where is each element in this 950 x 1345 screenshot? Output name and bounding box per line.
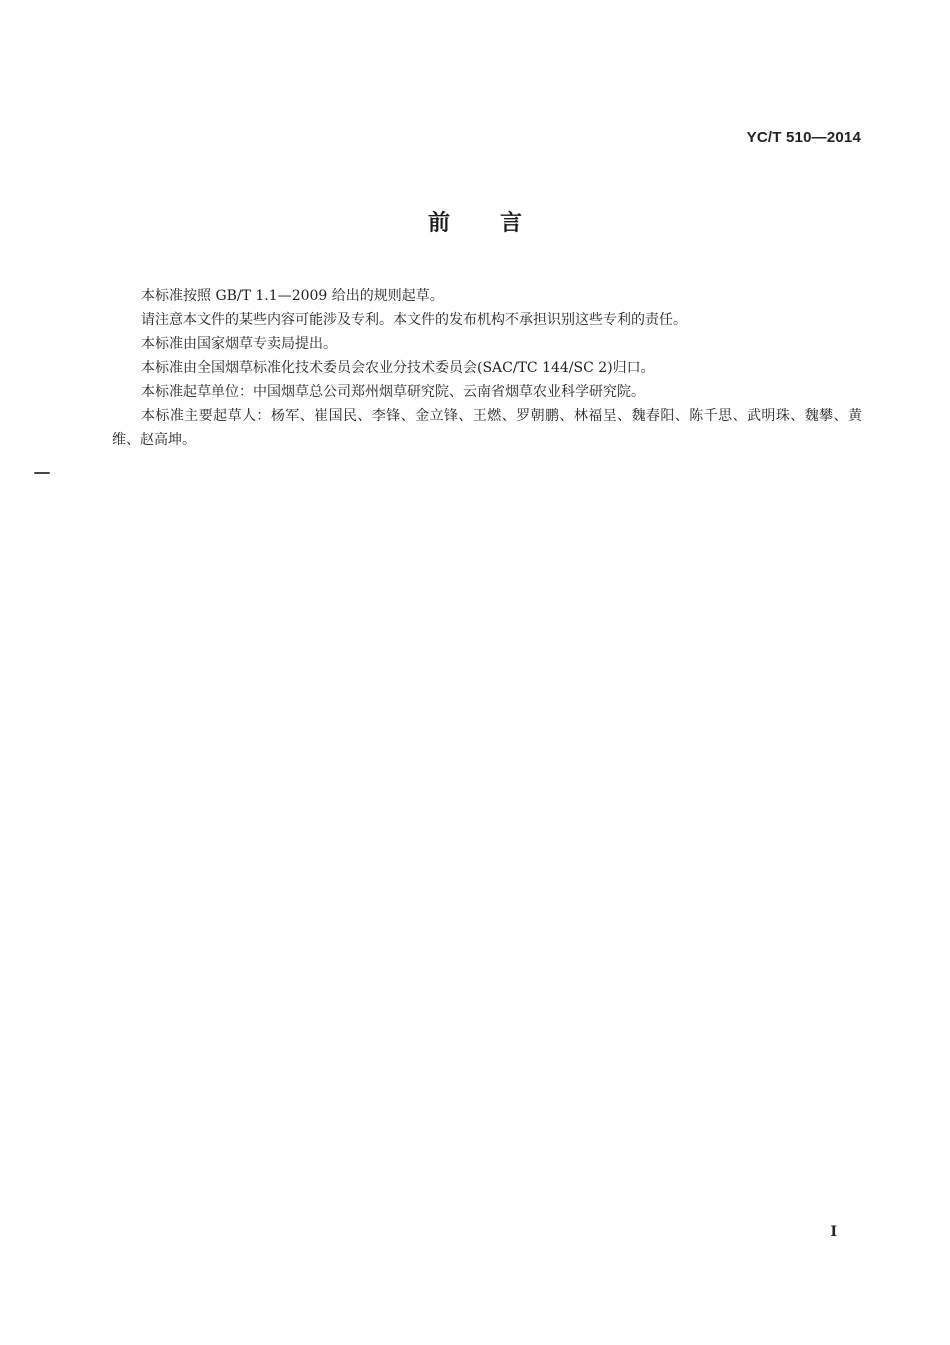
paragraph-drafters: 本标准主要起草人：杨军、崔国民、李锋、金立锋、王燃、罗朝鹏、林福呈、魏春阳、陈千思、武明珠、魏攀、黄维、赵高坤。 [112, 408, 862, 448]
paragraph-proposer: 本标准由国家烟草专卖局提出。 [141, 336, 337, 352]
foreword-body [112, 284, 862, 452]
page-number: I [830, 1224, 837, 1240]
paragraph-patent-notice: 请注意本文件的某些内容可能涉及专利。本文件的发布机构不承担识别这些专利的责任。 [141, 312, 687, 328]
document-code: YC/T 510—2014 [746, 129, 861, 146]
paragraph-drafting-rules: 本标准按照 GB/T 1.1—2009 给出的规则起草。 [141, 288, 444, 304]
section-title: 前言 [427, 211, 572, 236]
margin-mark [34, 472, 50, 474]
paragraph-technical-committee: 本标准由全国烟草标准化技术委员会农业分技术委员会(SAC/TC 144/SC 2)归口。 [141, 360, 655, 376]
paragraph-drafting-units: 本标准起草单位：中国烟草总公司郑州烟草研究院、云南省烟草农业科学研究院。 [141, 384, 645, 400]
